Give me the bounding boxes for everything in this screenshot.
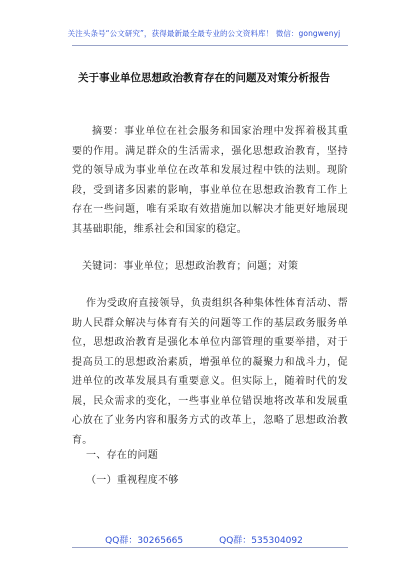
section-heading: 一、存在的问题 (86, 450, 159, 461)
keywords-paragraph: 关键词：事业单位；思想政治教育；问题；对策 (82, 261, 299, 272)
footer-qq-group-2: QQ群：535304092 (219, 536, 303, 546)
document-title: 关于事业单位思想政治教育存在的问题及对策分析报告 (78, 72, 330, 84)
header-divider (72, 45, 348, 46)
footer (0, 533, 408, 546)
footer-divider (72, 547, 348, 548)
abstract-paragraph: 摘要：事业单位在社会服务和国家治理中发挥着极其重要的作用。满足群众的生活需求，强化思想政治教育，坚持党的领导成为事业单位在改革和发展过程中铁的法则。现阶段，受到诸多因素的影响，事业单位在思想政治教育工作上存在一些问题，唯有采取有效措施加以解决才能更好地展现其基础职能，维系社会和国家的稳定。 (72, 126, 348, 235)
body-paragraph: 作为受政府直接领导，负责组织各种集体性体育活动、帮助人民群众解决与体育有关的问题等工作的基层政务服务单位，思想政治教育是强化本单位内部管理的重要举措，对于提高员工的思想政治素质，增强单位的凝聚力和战斗力，促进单位的改革发展具有重要意义。但实际上，随着时代的发展，民众需求的变化，一些事业单位错误地将改革和发展重心放在了业务内容和服务方式的改革上，忽略了思想政治教育。 (72, 298, 348, 446)
header-note: 关注头条号“公文研究”，获得最新最全最专业的公文资料库！ 微信：gongwenyj (67, 29, 341, 38)
footer-qq-group-1: QQ群：30265665 (105, 536, 184, 546)
subsection-heading: （一）重视程度不够 (86, 475, 179, 486)
